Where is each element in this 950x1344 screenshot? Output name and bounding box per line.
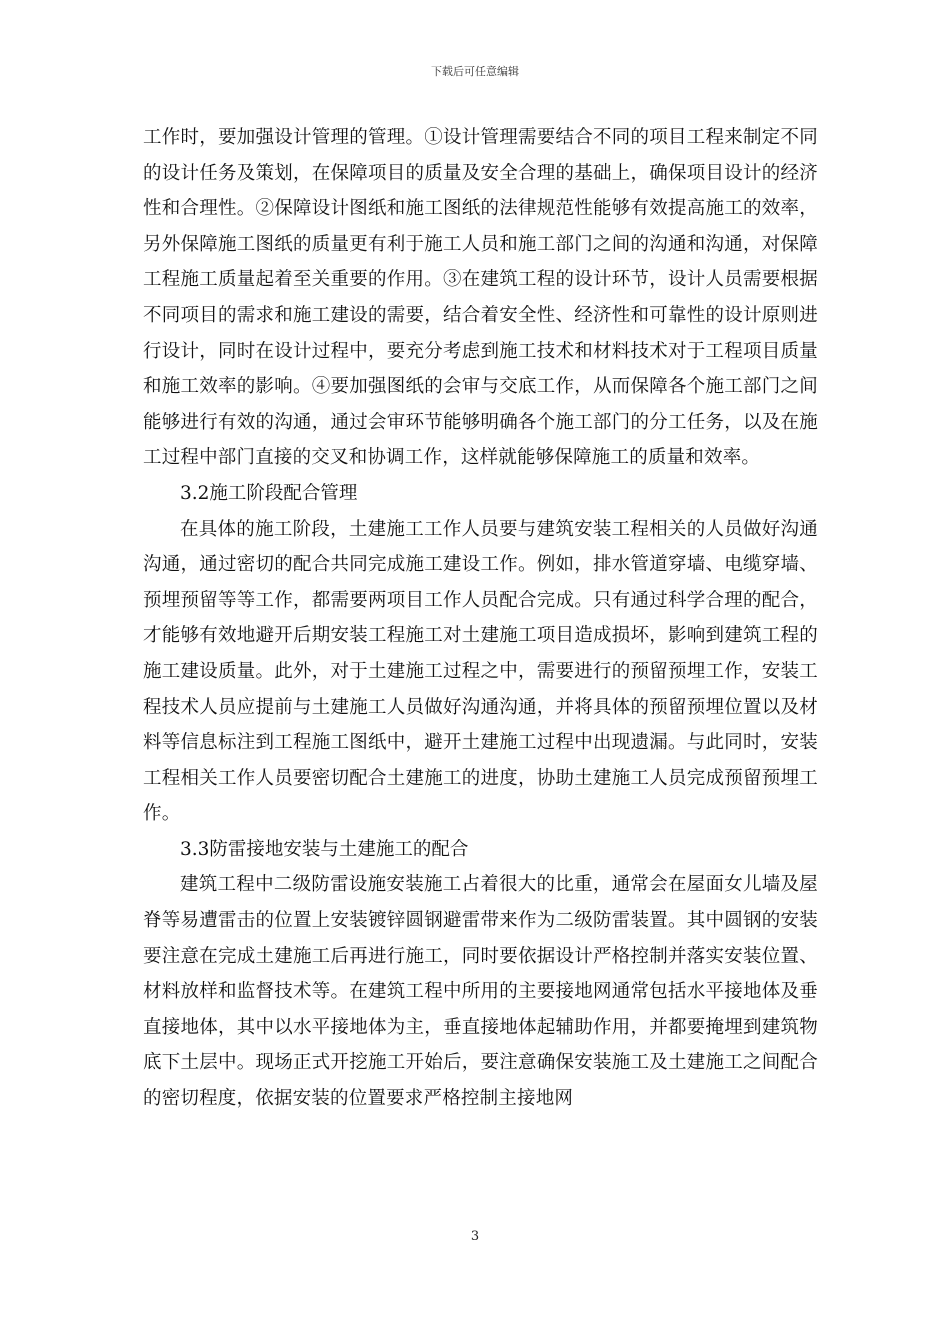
paragraph-lightning-grounding: 建筑工程中二级防雷设施安装施工占着很大的比重，通常会在屋面女儿墙及屋脊等易遭雷击的位置上安装镀锌圆钢避雷带来作为二级防雷装置。其中圆钢的安装要注意在完成土建施工后再进行施工，同时要依据设计严格控制并落实安装位置、材料放样和监督技术等。在建筑工程中所用的主要接地网通常包括水平接地体及垂直接地体，其中以水平接地体为主，垂直接地体起辅助作用，并都要掩埋到建筑物底下土层中。现场正式开挖施工开始后，要注意确保安装施工及土建施工之间配合的密切程度，依据安装的位置要求严格控制主接地网 — [143, 874, 818, 1110]
page-footer — [0, 1228, 950, 1246]
page-header — [0, 64, 950, 80]
document-body — [143, 120, 818, 1117]
header-text: 下载后可任意编辑 — [431, 65, 519, 78]
section-heading-3-3: 3.3防雷接地安装与土建施工的配合 — [180, 838, 469, 860]
paragraph-design-management: 工作时，要加强设计管理的管理。①设计管理需要结合不同的项目工程来制定不同的设计任务及策划，在保障项目的质量及安全合理的基础上，确保项目设计的经济性和合理性。②保障设计图纸和施工图纸的法律规范性能够有效提高施工的效率，另外保障施工图纸的质量更有利于施工人员和施工部门之间的沟通和沟通，对保障工程施工质量起着至关重要的作用。③在建筑工程的设计环节，设计人员需要根据不同项目的需求和施工建设的需要，结合着安全性、经济性和可靠性的设计原则进行设计，同时在设计过程中，要充分考虑到施工技术和材料技术对于工程项目质量和施工效率的影响。④要加强图纸的会审与交底工作，从而保障各个施工部门之间能够进行有效的沟通，通过会审环节能够明确各个施工部门的分工任务，以及在施工过程中部门直接的交叉和协调工作，这样就能够保障施工的质量和效率。 — [143, 127, 818, 469]
section-heading-3-2: 3.2施工阶段配合管理 — [180, 482, 358, 504]
page-number: 3 — [470, 1229, 480, 1244]
paragraph-construction-stage: 在具体的施工阶段，土建施工工作人员要与建筑安装工程相关的人员做好沟通沟通，通过密切的配合共同完成施工建设工作。例如，排水管道穿墙、电缆穿墙、预埋预留等等工作，都需要两项目工作人员配合完成。只有通过科学合理的配合，才能够有效地避开后期安装工程施工对土建施工项目造成损坏，影响到建筑工程的施工建设质量。此外，对于土建施工过程之中，需要进行的预留预埋工作，安装工程技术人员应提前与土建施工人员做好沟通沟通，并将具体的预留预埋位置以及材料等信息标注到工程施工图纸中，避开土建施工过程中出现遗漏。与此同时，安装工程相关工作人员要密切配合土建施工的进度，协助土建施工人员完成预留预埋工作。 — [143, 518, 818, 825]
